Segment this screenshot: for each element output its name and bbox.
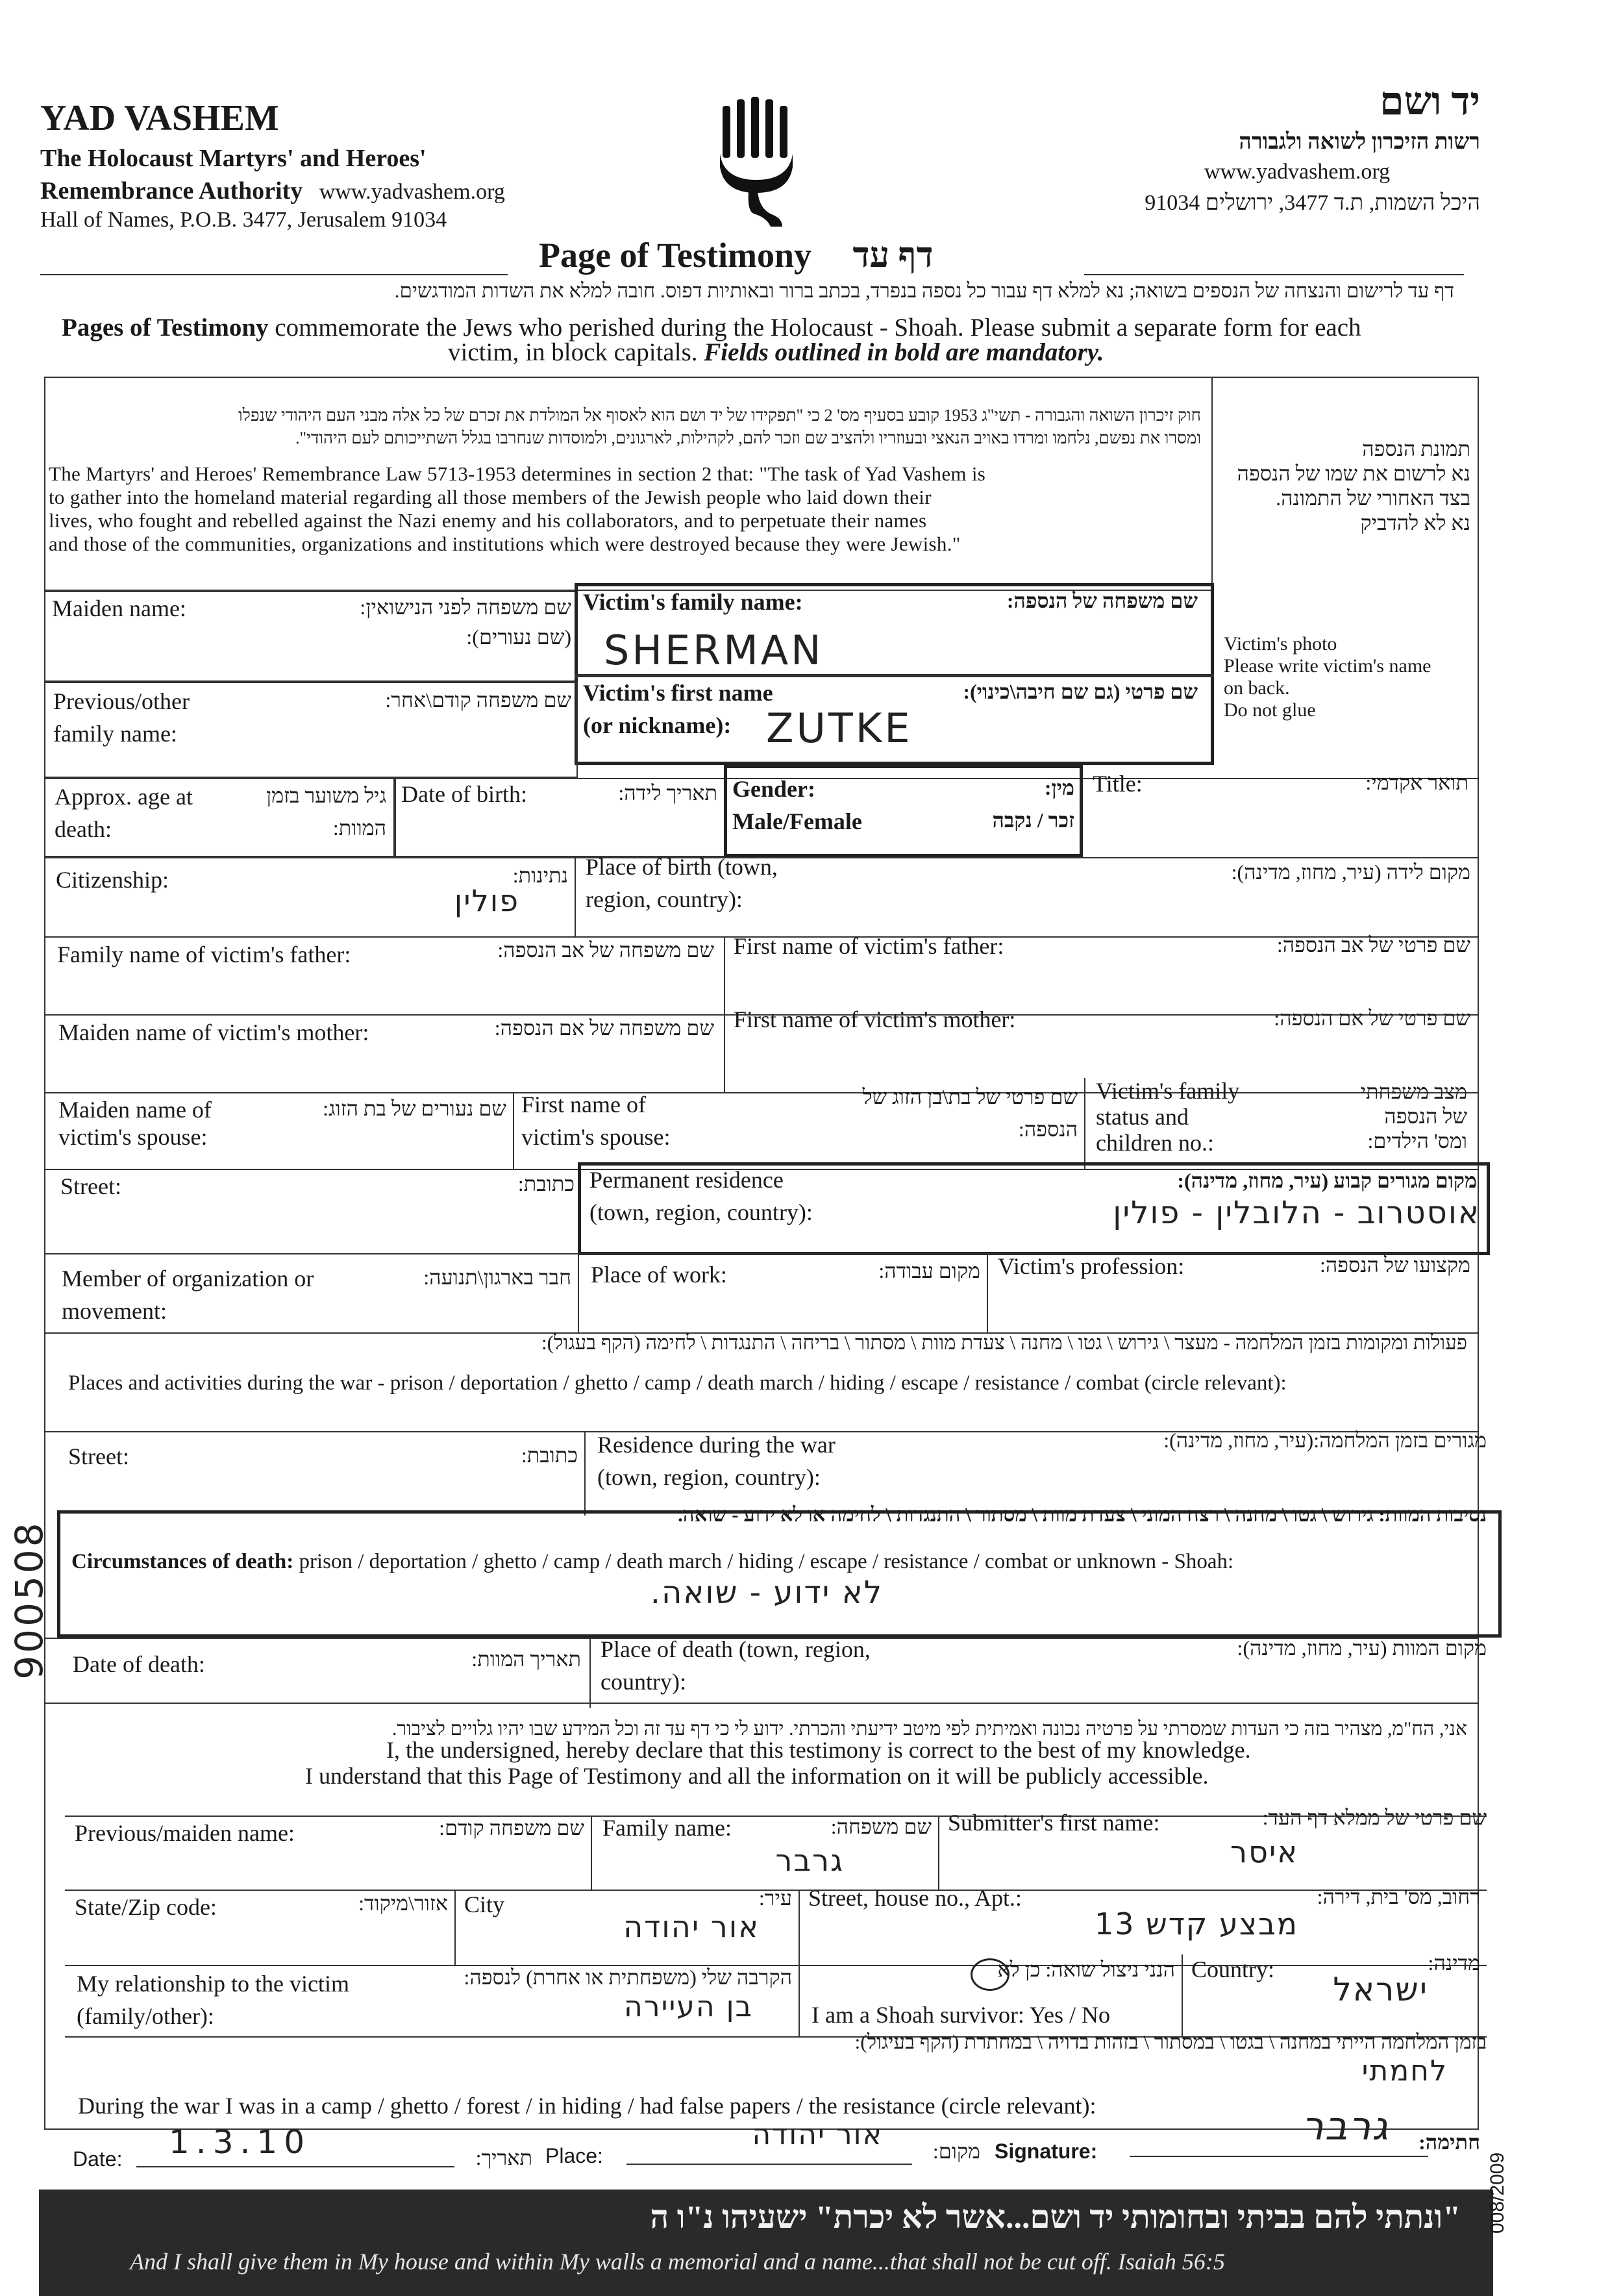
victim-first-name-value: ZUTKE (766, 705, 913, 752)
intro-en-bold: Pages of Testimony (62, 314, 269, 342)
place-of-death-label-1: Place of death (town, region, (601, 1636, 871, 1662)
submitter-street-he: רחוב, מס' בית, דירה: (1317, 1885, 1480, 1908)
maiden-name-label: Maiden name: (52, 595, 186, 621)
submitter-first-he: שם פרטי של ממלא דף העד: (1262, 1806, 1487, 1829)
mother-first-name-he: שם פרטי של אם הנספה: (1274, 1006, 1470, 1030)
citizenship-he: נתינות: (512, 864, 568, 887)
victim-family-name-label: Victim's family name: (583, 589, 803, 615)
survivor-yes-circle (971, 1958, 1009, 1991)
org-url-left: www.yadvashem.org (319, 180, 505, 204)
photo-he-2: נא לרשום את שמו של הנספה (1237, 462, 1470, 485)
org-line1-he: רשות הזיכרון לשואה ולגבורה (1239, 130, 1480, 154)
father-family-name-label: Family name of victim's father: (57, 942, 351, 967)
form-title-he: דף עד (852, 236, 934, 275)
law-en-2: to gather into the homeland material regarding all those members of the Jewish people who laid down their (49, 486, 932, 508)
date-of-death-he: תאריך המוות: (471, 1647, 581, 1671)
org-divider-2 (987, 1253, 988, 1332)
victim-family-name-value: SHERMAN (604, 627, 824, 674)
place-value: אור יהודה (752, 2118, 883, 2151)
approx-age-label-2: death: (55, 816, 112, 842)
relation-label-1: My relationship to the victim (77, 1971, 349, 1997)
photo-en-3: on back. (1224, 677, 1290, 699)
org-member-he: חבר בארגון\תנועה: (423, 1266, 571, 1289)
intro-en-2 (448, 338, 1104, 367)
date-label: Date: (73, 2147, 123, 2171)
intro-en-text2: victim, in block capitals. (448, 338, 698, 366)
submitter-prev-maiden-he: שם משפחה קודם: (439, 1816, 584, 1840)
father-first-name-label: First name of victim's father: (734, 933, 1004, 959)
org-url-he: www.yadvashem.org (1204, 160, 1391, 184)
place-of-work-label: Place of work: (591, 1262, 727, 1288)
relation-value: בן העיירה (624, 1990, 753, 2023)
mother-maiden-name-label: Maiden name of victim's mother: (58, 1019, 369, 1045)
profession-he: מקצועו של הנספה: (1319, 1253, 1470, 1277)
sub2-divider-2 (799, 1890, 800, 1966)
country-label: Country: (1191, 1956, 1275, 1982)
approx-age-he-1: גיל משוער בזמן (266, 784, 386, 807)
right-margin-stamp: 008/2009 (1487, 2152, 1508, 2234)
survivor-label: I am a Shoah survivor: Yes / No (811, 2002, 1110, 2028)
city-label: City (464, 1891, 505, 1917)
date-he: תאריך: (475, 2146, 532, 2169)
declaration-he: אני, הח"מ, מצהיר בזה כי העדות שמסרתי על פרטיה נכונה ואמיתית לפי מיטב ידיעתי והכרתי. ידוע לי כי דף עד זה וכל המידע שבו יהיו גלויים לציבור. (391, 1718, 1467, 1740)
gender-label-2: Male/Female (732, 808, 862, 834)
place-of-birth-he: מקום לידה (עיר, מחוז, מדינה): (1231, 860, 1470, 884)
submitter-first-label: Submitter's first name: (948, 1810, 1160, 1836)
form-title (539, 235, 934, 275)
law-he-2: ומסרו את נפשם, נלחמו ומרדו באויב הנאצי ובעוזריו ולהציב שם וזכר להם, לקהילות, לארגונים, ולמוסדות שנחרבו בגלל השתייכותם לעם היהודי". (295, 429, 1201, 447)
prev-family-name-label-1: Previous/other (53, 688, 190, 714)
permanent-residence-value: אוסטרוב - הלובלין - פולין (1113, 1195, 1480, 1231)
date-of-birth-label: Date of birth: (401, 781, 527, 807)
date-of-birth-he: תאריך לידה: (618, 781, 717, 805)
during-war-value: לחמתי (1361, 2054, 1448, 2088)
photo-en-4: Do not glue (1224, 699, 1316, 721)
header-rule-right (1084, 274, 1464, 275)
gender-label-1: Gender: (732, 776, 815, 802)
org-title-he: יד ושם (1380, 80, 1480, 123)
place-of-birth-label-1: Place of birth (town, (586, 854, 778, 880)
street-he: כתובת: (517, 1172, 575, 1195)
spouse-first-label-1: First name of (521, 1092, 646, 1117)
place-of-birth-label-2: region, country): (586, 886, 743, 912)
declaration-en-1: I, the undersigned, hereby declare that this testimony is correct to the best of my knowledge. (386, 1737, 1251, 1763)
sub1-divider-1 (591, 1816, 592, 1890)
sub1-divider-2 (938, 1816, 939, 1890)
date-line (136, 2166, 454, 2167)
place-of-work-he: מקום עבודה: (878, 1259, 980, 1282)
victim-family-name-he: שם משפחה של הנספה: (1006, 589, 1198, 612)
spouse-maiden-label-2: victim's spouse: (58, 1124, 208, 1150)
spouse-divider-2 (1084, 1078, 1085, 1169)
org-title-en: YAD VASHEM (40, 98, 279, 138)
yad-vashem-logo (711, 94, 808, 231)
gender-he-2: זכר / נקבה (992, 808, 1074, 832)
prev-family-name-label-2: family name: (53, 721, 177, 747)
circumstances-he: נסיבות המוות: גירוש \ גטו \ מחנה \ רצח המוני \ צעדת מוות \ מסתור \ התנגדות \ לחימה או לא ידוע - שואה. (678, 1503, 1487, 1526)
intro-he: דף עד לרישום והנצחה של הנספים בשואה; נא למלא דף עבור כל נספה בנפרד, בכתב ברור ובאותיות דפוס. חובה למלא את השדות המודגשים. (394, 279, 1454, 302)
during-war-he: בזמן המלחמה הייתי במחנה \ בגטו \ במסתור \ בזהות בדויה \ במחתרת (הקף בעיגול): (854, 2030, 1487, 2053)
citizen-divider (575, 857, 576, 936)
street-label: Street: (60, 1173, 121, 1199)
approx-age-label-1: Approx. age at (55, 784, 193, 810)
law-he-1: חוק זיכרון השואה והגבורה - תשי"ג 1953 קובע בסעיף מס' 2 כי "תפקידו של יד ושם הוא לאסוף אל המולדת את זכרם של כל אלה מבני העם היהודי שנפלו (238, 406, 1201, 425)
permanent-residence-label-1: Permanent residence (589, 1167, 784, 1193)
father-family-name-he: שם משפחה של אב הנספה: (497, 938, 714, 962)
family-status-he-2: של הנספה (1384, 1104, 1467, 1128)
war-residence-label-2: (town, region, country): (597, 1464, 821, 1490)
city-he: עיר: (758, 1886, 792, 1910)
mother-maiden-name-he: שם משפחה של אם הנספה: (494, 1016, 714, 1040)
org-member-label-1: Member of organization or (62, 1266, 314, 1292)
gender-he-1: מין: (1044, 776, 1074, 799)
sub3-divider-2 (1182, 1954, 1183, 2036)
left-margin-number: 900508 (7, 1520, 51, 1680)
org-line2-en (40, 177, 505, 205)
submitter-street-value: מבצע קדש 13 (1094, 1906, 1298, 1941)
family-status-label-2: status and (1096, 1104, 1189, 1130)
submitter-street-label: Street, house no., Apt.: (808, 1885, 1022, 1911)
victim-first-name-he: שם פרטי (גם שם חיבה\כינוי): (963, 680, 1198, 703)
war-residence-he: מגורים בזמן המלחמה:(עיר, מחוז, מדינה): (1163, 1429, 1487, 1452)
org-divider-1 (578, 1253, 579, 1332)
spouse-divider-1 (513, 1092, 514, 1169)
country-value: ישראל (1333, 1971, 1428, 2008)
circumstances-en-bold: Circumstances of death: (71, 1550, 294, 1573)
declaration-en-2: I understand that this Page of Testimony and all the information on it will be publicly accessible. (305, 1763, 1209, 1789)
sub2-divider-1 (454, 1890, 456, 1966)
law-en-4: and those of the communities, organizations and institutions which were destroyed because they were Jewish." (49, 532, 961, 555)
place-label: Place: (545, 2144, 603, 2167)
war-street-he: כתובת: (521, 1443, 578, 1467)
victim-first-name-label-1: Victim's first name (583, 680, 773, 706)
profession-label: Victim's profession: (998, 1253, 1185, 1279)
spouse-maiden-label-1: Maiden name of (58, 1097, 212, 1123)
permanent-residence-he: מקום מגורים קבוע (עיר, מחוז, מדינה): (1177, 1169, 1477, 1192)
place-line (626, 2164, 912, 2165)
org-address-en: Hall of Names, P.O.B. 3477, Jerusalem 91034 (40, 208, 447, 232)
date-of-death-label: Date of death: (73, 1651, 205, 1677)
signature-value: גרבר (1301, 2104, 1389, 2149)
title-he: תואר אקדמי: (1365, 771, 1468, 794)
place-of-death-label-2: country): (601, 1669, 686, 1695)
family-status-label-3: children no.: (1096, 1130, 1214, 1156)
spouse-first-label-2: victim's spouse: (521, 1124, 671, 1150)
maiden-name-he-1: שם משפחה לפני הנישואין: (360, 595, 571, 619)
spouse-first-he-1: שם פרטי של בת\בן הזוג של (862, 1085, 1078, 1108)
org-line2-bold: Remembrance Authority (40, 177, 303, 205)
date-value: 1.3.10 (169, 2123, 312, 2161)
law-en-1: The Martyrs' and Heroes' Remembrance Law 5713-1953 determines in section 2 that: "The task of Yad Vashem is (49, 462, 986, 485)
during-war-en: During the war I was in a camp / ghetto / forest / in hiding / had false papers / the resistance (circle relevant): (78, 2093, 1096, 2119)
row-org-top (44, 1253, 1479, 1254)
photo-he-3: בצד האחורי של התמונה. (1276, 486, 1470, 510)
country-he: מדינה: (1428, 1951, 1480, 1975)
war-street-label: Street: (68, 1443, 129, 1469)
intro-en-text: commemorate the Jews who perished during the Holocaust - Shoah. Please submit a separate form for each (275, 314, 1361, 342)
form-title-en: Page of Testimony (539, 236, 812, 275)
war-places-he: פעולות ומקומות בזמן המלחמה - מעצר \ גירוש \ גטו \ מחנה \ צעדת מוות \ מסתור \ בריחה \ התנגדות \ לחימה (הקף בעגול): (541, 1331, 1467, 1354)
city-value: אור יהודה (623, 1909, 760, 1944)
spouse-maiden-he: שם נעורים של בת הזוג: (323, 1097, 506, 1120)
maiden-name-he-2: (שם נעורים): (466, 625, 571, 649)
footer-en: And I shall give them in My house and within My walls a memorial and a name...that shall not be cut off. Isaiah 56:5 (130, 2249, 1225, 2275)
org-address-he: היכל השמות, ת.ד 3477, ירושלים 91034 (1145, 191, 1480, 215)
sub3-divider-1 (799, 1965, 800, 2036)
zip-he: אזור\מיקוד: (358, 1891, 448, 1915)
header-rule-left (40, 274, 508, 275)
signature-he: חתימה: (1418, 2130, 1480, 2154)
org-member-label-2: movement: (62, 1298, 167, 1324)
relation-label-2: (family/other): (77, 2003, 214, 2029)
approx-age-he-2: המוות: (332, 816, 386, 840)
relation-he: הקרבה שלי (משפחתית או אחרת) לנספה: (464, 1965, 792, 1989)
permanent-residence-label-2: (town, region, country): (589, 1199, 813, 1225)
intro-en-italic: Fields outlined in bold are mandatory. (704, 338, 1104, 366)
family-status-label-1: Victim's family (1096, 1078, 1240, 1104)
family-status-he-1: מצב משפחתי (1360, 1080, 1467, 1103)
photo-en-1: Victim's photo (1224, 633, 1337, 655)
zip-label: State/Zip code: (75, 1894, 217, 1920)
war-places-en: Places and activities during the war - prison / deportation / ghetto / camp / death march / hiding / escape / resistance / combat (circle relevant): (68, 1371, 1287, 1395)
footer-he: "ונתתי להם בביתי ובחומותי יד ושם...אשר לא יכרת" ישעיהו נ"ו ה (650, 2199, 1461, 2235)
prev-family-name-he: שם משפחה קודם\אחר: (385, 688, 571, 712)
citizenship-value: פולין (454, 883, 519, 918)
citizenship-label: Citizenship: (56, 867, 169, 893)
photo-en-2: Please write victim's name (1224, 655, 1431, 677)
mother-first-name-label: First name of victim's mother: (734, 1006, 1016, 1032)
circumstances-value: לא ידוע - שואה. (650, 1575, 883, 1611)
submitter-family-he: שם משפחה: (830, 1815, 932, 1838)
title-label: Title: (1093, 771, 1143, 797)
place-he: מקום: (932, 2140, 980, 2163)
circumstances-en-text: prison / deportation / ghetto / camp / death march / hiding / escape / resistance / combat or unknown - Shoah: (299, 1550, 1234, 1573)
circumstances-en (71, 1545, 1233, 1578)
war-residence-label-1: Residence during the war (597, 1432, 836, 1458)
spouse-first-he-2: הנספה: (1018, 1117, 1078, 1141)
signature-line (1130, 2156, 1428, 2157)
signature-label: Signature: (995, 2140, 1098, 2163)
law-en-3: lives, who fought and rebelled against the Nazi enemy and his collaborators, and to perpetuate their names (49, 509, 927, 532)
photo-he-4: נא לא להדביק (1360, 511, 1470, 534)
submitter-first-value: איסר (1230, 1834, 1298, 1869)
submitter-prev-maiden-label: Previous/maiden name: (75, 1820, 295, 1846)
victim-first-name-label-2: (or nickname): (583, 712, 732, 738)
photo-he-1: תמונת הנספה (1362, 437, 1470, 460)
place-of-death-he: מקום המוות (עיר, מחוז, מדינה): (1237, 1636, 1487, 1660)
family-status-he-3: ומס' הילדים: (1367, 1129, 1467, 1153)
father-first-name-he: שם פרטי של אב הנספה: (1276, 933, 1470, 956)
death-divider (589, 1638, 591, 1708)
row-decl-top (44, 1703, 1479, 1704)
submitter-family-label: Family name: (602, 1815, 732, 1841)
submitter-family-value: גרבר (775, 1843, 844, 1878)
row-spouse-top (44, 1092, 1479, 1093)
survivor-he: הנני ניצול שואה: כן לא (997, 1958, 1175, 1981)
org-line1-en: The Holocaust Martyrs' and Heroes' (40, 145, 427, 172)
